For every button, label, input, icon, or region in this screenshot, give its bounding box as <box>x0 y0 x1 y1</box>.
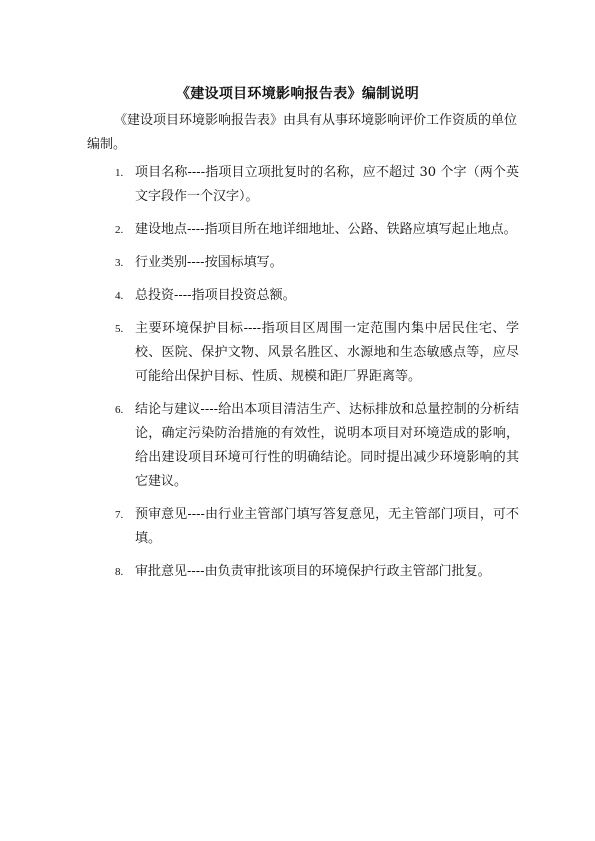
intro-paragraph: 《建设项目环境影响报告表》由具有从事环境影响评价工作资质的单位编制。 <box>87 113 518 152</box>
list-item-number: 6. <box>115 404 124 416</box>
instruction-list <box>0 161 595 593</box>
list-item <box>0 251 595 275</box>
list-item-number: 5. <box>115 323 124 335</box>
list-item <box>0 161 595 209</box>
list-item-number: 7. <box>115 509 124 521</box>
list-item <box>0 560 595 584</box>
document-title: 《建设项目环境影响报告表》编制说明 <box>175 86 420 102</box>
list-item <box>0 317 595 389</box>
list-item-text: 结论与建议----给出本项目清洁生产、达标排放和总量控制的分析结论，确定污染防治措施的有效性，说明本项目对环境造成的影响，给出建设项目环境可行性的明确结论。同时提出减少环境影响的其它建议。 <box>135 402 519 489</box>
list-item-number: 3. <box>115 257 124 269</box>
list-item-text: 审批意见----由负责审批该项目的环境保护行政主管部门批复。 <box>135 564 491 579</box>
list-item <box>0 284 595 308</box>
list-item-text: 建设地点----指项目所在地详细地址、公路、铁路应填写起止地点。 <box>135 222 517 237</box>
list-item <box>0 218 595 242</box>
list-item-text: 主要环境保护目标----指项目区周围一定范围内集中居民住宅、学校、医院、保护文物、风景名胜区、水源地和生态敏感点等，应尽可能给出保护目标、性质、规模和距厂界距离等。 <box>135 321 519 384</box>
list-item-number: 1. <box>115 167 124 179</box>
list-item-number: 8. <box>115 566 124 578</box>
list-item <box>0 503 595 551</box>
list-item-text: 预审意见----由行业主管部门填写答复意见，无主管部门项目，可不填。 <box>135 507 519 546</box>
list-item-number: 2. <box>115 224 124 236</box>
list-item-text: 项目名称----指项目立项批复时的名称，应不超过 30 个字（两个英文字段作一个汉字）。 <box>135 165 519 204</box>
list-item-text: 总投资----指项目投资总额。 <box>135 288 296 303</box>
list-item <box>0 398 595 494</box>
list-item-number: 4. <box>115 290 124 302</box>
list-item-text: 行业类别----按国标填写。 <box>135 255 283 270</box>
